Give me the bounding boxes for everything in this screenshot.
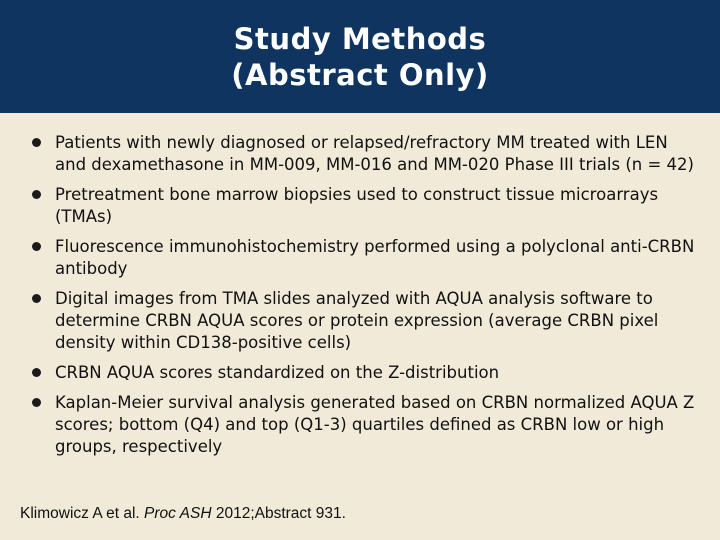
bullet-dot-icon bbox=[32, 242, 41, 251]
bullet-text: CRBN AQUA scores standardized on the Z-distribution bbox=[55, 363, 500, 382]
slide-title-line-2: (Abstract Only) bbox=[231, 57, 489, 92]
bullet-text: Kaplan-Meier survival analysis generated based on CRBN normalized AQUA Z scores; bottom (Q4) and top (Q1-3) quartiles defined as CRBN low or high groups, respectively bbox=[55, 393, 695, 456]
bullet-text: Patients with newly diagnosed or relapsed/refractory MM treated with LEN and dexamethasone in MM-009, MM-016 and MM-020 Phase III trials (n = 42) bbox=[55, 133, 694, 174]
bullet-item bbox=[32, 132, 702, 176]
citation-details: 2012;Abstract 931. bbox=[211, 505, 346, 522]
slide-title-line-1: Study Methods bbox=[233, 21, 487, 56]
bullet-text: Fluorescence immunohistochemistry performed using a polyclonal anti-CRBN antibody bbox=[55, 237, 695, 278]
bullet-item bbox=[32, 288, 702, 354]
citation-authors: Klimowicz A et al. bbox=[20, 505, 145, 522]
title-banner bbox=[0, 0, 720, 113]
bullet-dot-icon bbox=[32, 190, 41, 199]
citation bbox=[20, 505, 346, 523]
citation-journal: Proc ASH bbox=[144, 505, 212, 522]
bullet-dot-icon bbox=[32, 398, 41, 407]
bullet-text: Pretreatment bone marrow biopsies used to construct tissue microarrays (TMAs) bbox=[55, 185, 659, 226]
bullet-dot-icon bbox=[32, 294, 41, 303]
bullet-item bbox=[32, 184, 702, 228]
bullet-text: Digital images from TMA slides analyzed with AQUA analysis software to determine CRBN AQUA scores or protein expression (average CRBN pixel density within CD138-positive cells) bbox=[55, 289, 659, 352]
bullet-item bbox=[32, 362, 702, 384]
bullet-item bbox=[32, 392, 702, 458]
bullet-item bbox=[32, 236, 702, 280]
bullet-dot-icon bbox=[32, 138, 41, 147]
bullet-dot-icon bbox=[32, 368, 41, 377]
methods-bullet-list bbox=[32, 132, 702, 466]
